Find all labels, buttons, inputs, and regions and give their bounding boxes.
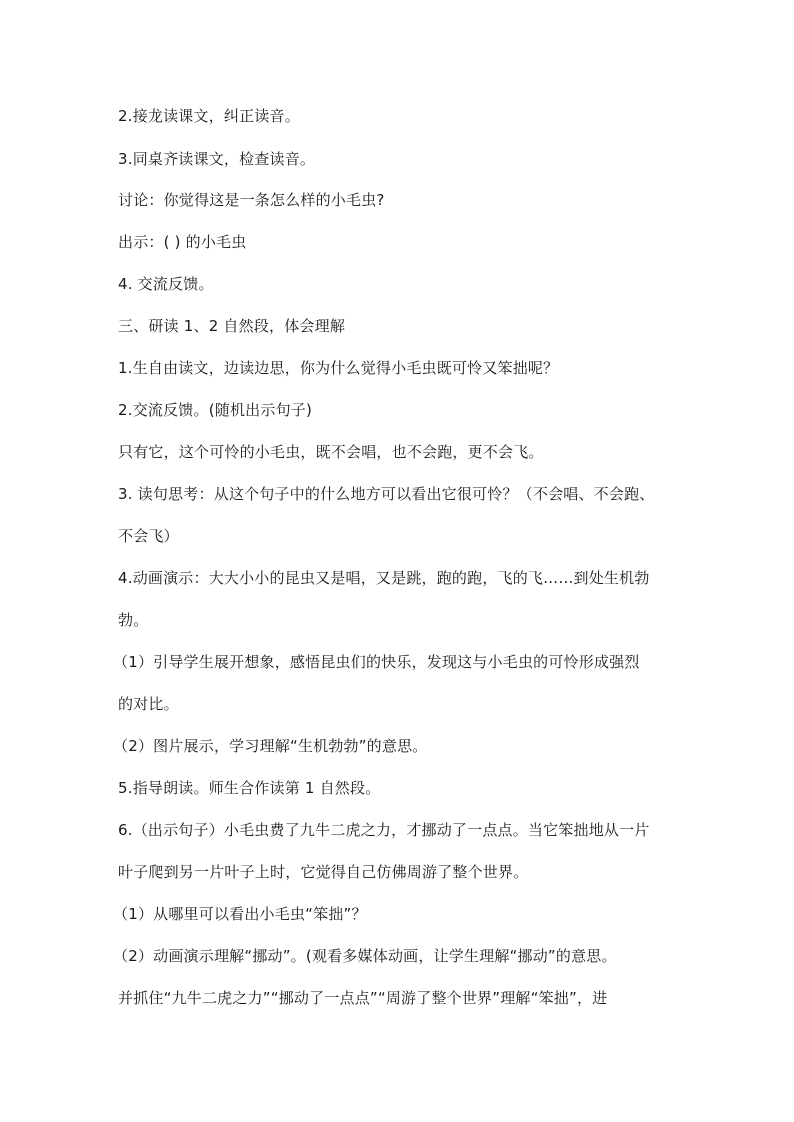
text-line: 2.接龙读课文，纠正读音。 — [118, 107, 300, 125]
text-line: 5.指导朗读。师生合作读第 1 自然段。 — [118, 779, 381, 797]
text-line: 2.交流反馈。(随机出示句子) — [118, 401, 313, 419]
text-line: 不会飞） — [118, 527, 179, 545]
text-line: 叶子爬到另一片叶子上时，它觉得自己仿佛周游了整个世界。 — [118, 863, 529, 881]
text-line: 出示：( ) 的小毛虫 — [118, 233, 247, 251]
text-line: 1.生自由读文，边读边思，你为什么觉得小毛虫既可怜又笨拙呢？ — [118, 359, 559, 377]
text-line: （2）图片展示，学习理解“生机勃勃”的意思。 — [113, 737, 428, 755]
text-line: （1）引导学生展开想象，感悟昆虫们的快乐，发现这与小毛虫的可怜形成强烈 — [113, 653, 640, 671]
text-line: 3. 读句思考：从这个句子中的什么地方可以看出它很可怜？（不会唱、不会跑、 — [118, 485, 655, 503]
text-line: 3.同桌齐读课文，检查读音。 — [118, 150, 316, 168]
text-line: 并抓住“九牛二虎之力”“挪动了一点点”“周游了整个世界”理解“笨拙”，进 — [118, 989, 608, 1007]
text-line: 6.（出示句子）小毛虫费了九牛二虎之力，才挪动了一点点。当它笨拙地从一片 — [118, 821, 650, 839]
text-line: （2）动画演示理解“挪动”。(观看多媒体动画，让学生理解“挪动”的意思。 — [113, 947, 617, 965]
text-line: 4.动画演示：大大小小的昆虫又是唱，又是跳，跑的跑，飞的飞……到处生机勃 — [118, 569, 650, 587]
text-line: 讨论：你觉得这是一条怎么样的小毛虫? — [118, 191, 385, 209]
section-heading: 三、研读 1、2 自然段，体会理解 — [118, 317, 346, 335]
text-line: 的对比。 — [118, 695, 179, 713]
text-line: 4. 交流反馈。 — [118, 275, 214, 293]
text-line: 勃。 — [118, 611, 149, 629]
text-line: （1）从哪里可以看出小毛虫“笨拙”？ — [113, 905, 367, 923]
quoted-sentence: 只有它，这个可怜的小毛虫，既不会唱，也不会跑，更不会飞。 — [118, 443, 544, 461]
